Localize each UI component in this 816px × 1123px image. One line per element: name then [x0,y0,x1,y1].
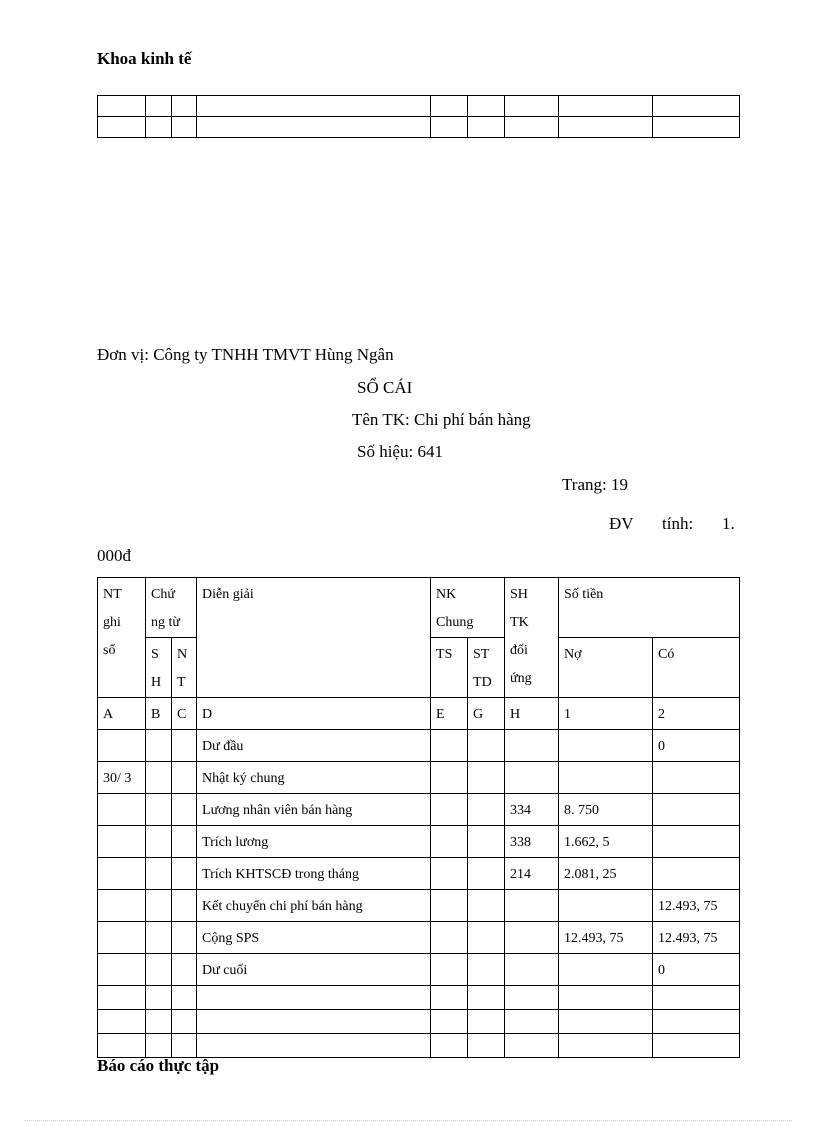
ledger-cell [559,954,653,986]
ledger-cell: 0 [653,954,740,986]
ledger-cell: Dư cuối [197,954,431,986]
ledger-cell [197,1010,431,1034]
ledger-cell [98,794,146,826]
ledger-cell [559,762,653,794]
unit-line [97,345,394,365]
header-sh-tk: SH TK đối ứng [505,578,559,698]
ledger-cell [653,762,740,794]
ledger-cell: 1.662, 5 [559,826,653,858]
ledger-cell [98,730,146,762]
ledger-cell [172,986,197,1010]
ledger-cell [505,922,559,954]
ledger-cell [431,762,468,794]
ledger-cell [146,794,172,826]
ledger-cell [172,1034,197,1058]
ledger-cell [468,954,505,986]
header-sttd: ST TD [468,638,505,698]
ledger-cell [98,890,146,922]
ledger-table [97,577,740,1058]
ledger-cell [98,826,146,858]
ledger-cell [653,858,740,890]
header-no: Nợ [559,638,653,698]
header-rule-table [97,95,740,138]
ledger-cell [468,1010,505,1034]
header-chung-tu: Chứ ng từ [146,578,197,638]
ledger-cell: 30/ 3 [98,762,146,794]
ledger-cell: 334 [505,794,559,826]
ledger-cell [98,954,146,986]
ledger-cell [559,890,653,922]
ledger-cell [468,826,505,858]
ledger-cell [505,730,559,762]
department-header: Khoa kinh tế [97,49,192,68]
ledger-cell: 12.493, 75 [653,890,740,922]
ledger-cell [146,762,172,794]
ledger-cell [505,954,559,986]
ledger-cell [146,986,172,1010]
ledger-cell [653,794,740,826]
ledger-cell [98,858,146,890]
ledger-cell [197,986,431,1010]
code-row [98,698,740,730]
ledger-cell [559,730,653,762]
header-ts: TS [431,638,468,698]
ledger-cell [431,986,468,1010]
ledger-cell [653,1034,740,1058]
code-cell: A [98,698,146,730]
ledger-cell [172,826,197,858]
ledger-cell [431,890,468,922]
ledger-cell: 214 [505,858,559,890]
ledger-cell [172,890,197,922]
code-cell: B [146,698,172,730]
ledger-row [98,762,740,794]
ledger-cell [146,858,172,890]
header-nt-ghi-so: NT ghi sổ [98,578,146,698]
unit-value-part1: 1. [722,514,735,533]
header-so-tien: Số tiền [559,578,740,638]
ledger-cell [653,986,740,1010]
header-sh: S H [146,638,172,698]
code-cell: C [172,698,197,730]
ledger-cell [146,890,172,922]
ledger-cell [468,890,505,922]
ledger-cell [468,858,505,890]
page-number: Trang: 19 [562,475,628,494]
header-row [98,578,740,638]
ledger-cell [146,826,172,858]
ledger-cell [98,1010,146,1034]
ledger-cell: 8. 750 [559,794,653,826]
ledger-cell: 2.081, 25 [559,858,653,890]
account-number-label: Số hiệu: [357,442,414,461]
ledger-cell [146,1010,172,1034]
header-nk-chung: NK Chung [431,578,505,638]
ledger-cell [468,986,505,1010]
doc-title: SỔ CÁI [357,378,413,397]
ledger-cell [505,762,559,794]
unit-label-tinh: tính: [662,514,694,533]
ledger-row [98,890,740,922]
ledger-cell [98,986,146,1010]
ledger-cell: Cộng SPS [197,922,431,954]
unit-value-part2: 000đ [97,546,131,565]
ledger-body [98,730,740,1058]
ledger-cell: Nhật ký chung [197,762,431,794]
unit-label: Đơn vị: [97,345,149,364]
unit-name: Công ty TNHH TMVT Hùng Ngân [153,345,394,364]
ledger-cell [146,730,172,762]
code-cell: H [505,698,559,730]
ledger-cell [468,730,505,762]
ledger-cell [98,1034,146,1058]
header-nt: N T [172,638,197,698]
code-cell: 1 [559,698,653,730]
ledger-cell: Kết chuyển chi phí bán hàng [197,890,431,922]
ledger-cell [505,890,559,922]
ledger-row [98,730,740,762]
account-number: 641 [417,442,443,461]
code-cell: D [197,698,431,730]
ledger-cell [431,1034,468,1058]
empty-row [98,986,740,1010]
ledger-cell [172,794,197,826]
ledger-cell [468,794,505,826]
ledger-cell [653,1010,740,1034]
ledger-cell [431,1010,468,1034]
code-cell: E [431,698,468,730]
ledger-cell [431,826,468,858]
ledger-cell [172,1010,197,1034]
ledger-cell [146,1034,172,1058]
code-cell: G [468,698,505,730]
ledger-cell [653,826,740,858]
ledger-cell [172,954,197,986]
ledger-cell: Trích lương [197,826,431,858]
ledger-cell [431,922,468,954]
ledger-cell: 0 [653,730,740,762]
ledger-row [98,826,740,858]
ledger-row [98,858,740,890]
ledger-cell: 338 [505,826,559,858]
ledger-cell [431,794,468,826]
ledger-cell [431,858,468,890]
empty-row [98,1010,740,1034]
account-number-line [357,442,443,462]
ledger-cell: Lương nhân viên bán hàng [197,794,431,826]
rule-row [98,96,740,117]
header-dien-giai: Diễn giải [197,578,431,698]
ledger-cell [505,986,559,1010]
ledger-cell [468,1034,505,1058]
ledger-cell [146,922,172,954]
ledger-cell [146,954,172,986]
ledger-cell [172,922,197,954]
ledger-cell [559,986,653,1010]
ledger-cell [98,922,146,954]
ledger-cell [431,730,468,762]
ledger-cell [505,1010,559,1034]
ledger-cell [431,954,468,986]
footer-report-title: Báo cáo thực tập [97,1056,220,1075]
rule-row [98,117,740,138]
ledger-cell: Trích KHTSCĐ trong tháng [197,858,431,890]
unit-label-dv: ĐV [609,514,634,533]
ledger-cell [559,1034,653,1058]
ledger-cell: 12.493, 75 [653,922,740,954]
ledger-row [98,954,740,986]
header-co: Có [653,638,740,698]
ledger-cell [505,1034,559,1058]
ledger-cell [559,1010,653,1034]
ledger-cell [172,730,197,762]
code-cell: 2 [653,698,740,730]
account-name: Tên TK: Chi phí bán hàng [352,410,531,429]
empty-row [98,1034,740,1058]
ledger-cell [468,922,505,954]
ledger-cell: 12.493, 75 [559,922,653,954]
page-bottom-rule [24,1120,792,1121]
ledger-cell: Dư đầu [197,730,431,762]
ledger-row [98,922,740,954]
ledger-cell [468,762,505,794]
ledger-cell [197,1034,431,1058]
ledger-cell [172,762,197,794]
ledger-cell [172,858,197,890]
ledger-row [98,794,740,826]
